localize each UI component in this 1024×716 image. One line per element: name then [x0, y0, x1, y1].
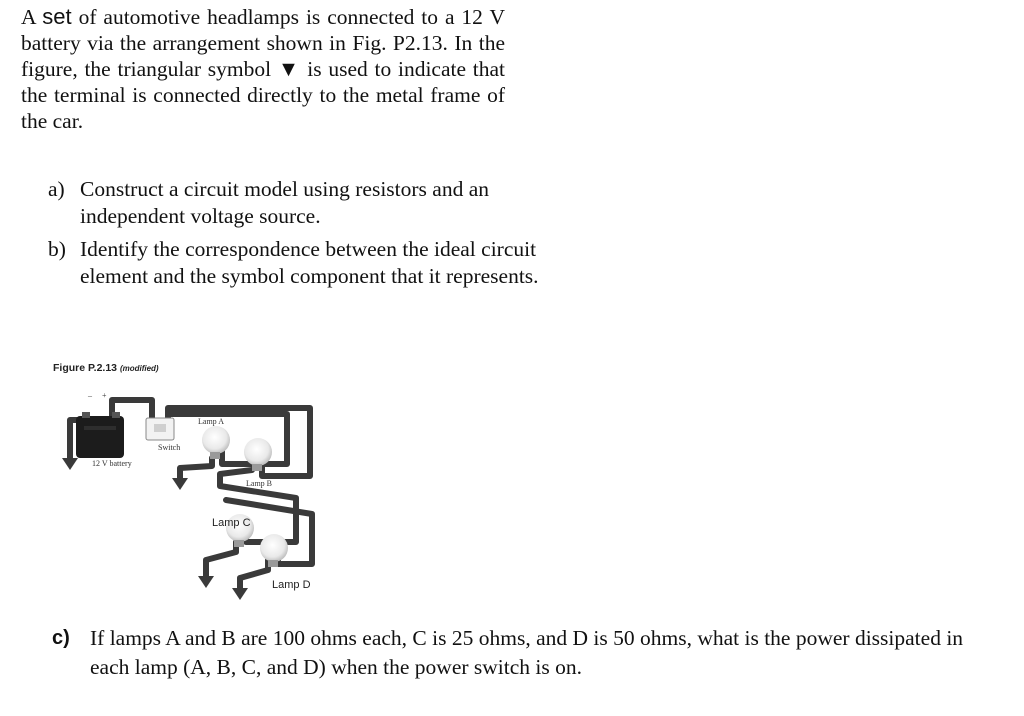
ground-lamp-d — [232, 588, 248, 600]
question-c — [52, 624, 992, 682]
figure-title: Figure P.2.13 — [53, 362, 118, 374]
battery-minus-label: – — [88, 391, 92, 400]
part-b-label: b) — [48, 237, 66, 261]
switch-label: Switch — [158, 443, 181, 452]
figure-caption — [53, 362, 159, 374]
lamp-a-ground-wire — [180, 458, 212, 480]
question-c-label: c) — [52, 627, 70, 649]
part-a — [48, 176, 558, 229]
circuit-figure — [40, 380, 330, 610]
figure-title-note: (modified) — [119, 364, 159, 373]
ground-lamp-a — [172, 478, 188, 490]
lamp-a — [202, 426, 230, 459]
ground-lamp-c — [198, 576, 214, 588]
lamp-d-ground-wire — [240, 560, 268, 590]
part-a-text: Construct a circuit model using resistors and an independent voltage source. — [80, 177, 490, 228]
ground-battery — [62, 458, 78, 470]
problem-intro — [21, 4, 505, 134]
part-b-text: Identify the correspondence between the ideal circuit element and the symbol component that it represents. — [80, 237, 539, 288]
intro-first-word: A — [21, 5, 36, 29]
switch — [146, 418, 174, 440]
lamp-b-label: Lamp B — [246, 479, 272, 488]
lamp-a-label: Lamp A — [198, 417, 224, 426]
lamp-c-ground-wire — [206, 542, 236, 578]
part-a-label: a) — [48, 177, 65, 201]
battery-label: 12 V battery — [92, 459, 132, 468]
battery — [76, 412, 124, 458]
intro-rest: of automotive headlamps is connected to a 12 V battery via the arrangement shown in Fig. P2.13. In the figure, the triangular symbol ▼ is used to indicate that the terminal is connected directly to the metal frame of the car. — [21, 5, 505, 133]
lamp-c-label: Lamp C — [212, 517, 251, 529]
part-b — [48, 236, 558, 289]
question-c-text: If lamps A and B are 100 ohms each, C is 25 ohms, and D is 50 ohms, what is the power dissipated in each lamp (A, B, C, and D) when the power switch is on. — [90, 626, 964, 679]
battery-plus-label: + — [102, 391, 107, 400]
intro-set-word: set — [42, 4, 72, 29]
lamp-d-label: Lamp D — [272, 579, 311, 591]
